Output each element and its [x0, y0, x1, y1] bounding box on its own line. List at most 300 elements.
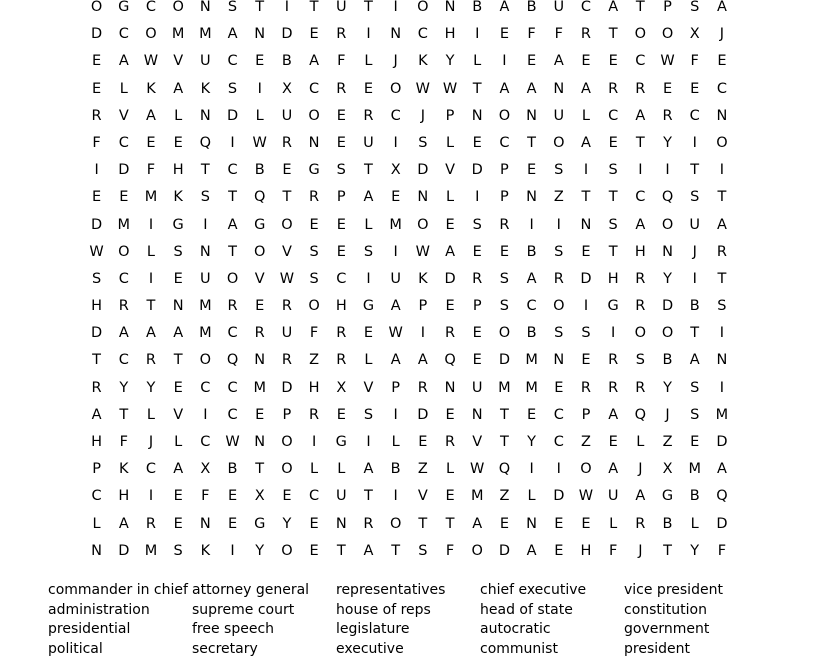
grid-letter: V — [417, 488, 428, 505]
grid-letter: O — [553, 134, 565, 151]
grid-letter: B — [472, 0, 483, 15]
grid-letter: E — [92, 80, 102, 97]
grid-letter: N — [526, 189, 538, 206]
grid-letter: P — [418, 298, 428, 315]
grid-letter: D — [716, 434, 728, 450]
grid-letter: E — [445, 406, 455, 423]
grid-letter: E — [608, 53, 618, 70]
grid-letter: V — [281, 243, 292, 260]
grid-letter: E — [554, 379, 564, 396]
grid-letter: C — [553, 434, 564, 450]
grid-letter: A — [227, 216, 238, 233]
grid-letter: R — [608, 379, 619, 396]
grid-row — [83, 157, 736, 184]
word-list-item: vice president — [624, 582, 723, 598]
grid-letter: V — [173, 53, 184, 70]
grid-letter: E — [227, 488, 238, 505]
grid-letter: G — [118, 0, 130, 15]
grid-letter: M — [389, 216, 402, 233]
grid-letter: F — [337, 53, 346, 70]
grid-letter: I — [393, 134, 398, 151]
grid-letter: V — [472, 434, 483, 450]
grid-letter: E — [391, 189, 401, 206]
grid-letter: O — [417, 216, 429, 233]
grid-letter: I — [366, 434, 371, 450]
grid-letter: C — [118, 26, 129, 43]
grid-letter: T — [635, 134, 645, 151]
grid-row — [83, 76, 736, 103]
grid-letter: I — [583, 298, 589, 315]
grid-letter: T — [282, 189, 292, 206]
grid-letter: S — [418, 134, 428, 151]
grid-letter: A — [499, 80, 510, 97]
grid-letter: O — [661, 216, 674, 233]
grid-letter: S — [690, 0, 700, 15]
grid-letter: F — [717, 542, 727, 559]
word-list-column — [480, 581, 624, 660]
grid-letter: X — [662, 461, 673, 478]
grid-letter: G — [172, 216, 184, 233]
grid-letter: I — [556, 216, 561, 233]
grid-letter: R — [580, 379, 591, 396]
grid-row — [83, 266, 736, 293]
grid-letter: L — [473, 53, 482, 70]
grid-letter: Y — [663, 270, 672, 287]
grid-letter: R — [608, 352, 619, 369]
grid-letter: A — [363, 461, 374, 478]
grid-letter: T — [200, 162, 210, 179]
grid-letter: E — [527, 406, 537, 423]
grid-letter: D — [553, 488, 565, 505]
grid-letter: E — [581, 53, 591, 70]
grid-letter: U — [553, 0, 565, 15]
grid-letter: W — [89, 243, 104, 260]
grid-letter: G — [607, 298, 619, 315]
grid-letter: A — [689, 352, 700, 369]
grid-letter: O — [417, 0, 429, 15]
grid-letter: P — [500, 189, 509, 206]
grid-letter: R — [336, 352, 347, 369]
grid-letter: D — [498, 352, 510, 369]
grid-letter: I — [529, 216, 534, 233]
grid-letter: U — [200, 270, 211, 287]
grid-letter: B — [227, 461, 238, 478]
grid-letter: H — [308, 379, 320, 396]
word-list-column — [624, 581, 768, 660]
grid-letter: C — [118, 134, 129, 151]
grid-letter: P — [500, 162, 509, 179]
grid-letter: U — [281, 107, 293, 124]
grid-row — [83, 402, 736, 429]
grid-letter: C — [635, 189, 646, 206]
word-list-item: president — [624, 641, 690, 658]
grid-letter: W — [225, 434, 240, 450]
word-list-item: secretary — [192, 641, 258, 658]
word-list-item: administration — [48, 601, 150, 618]
grid-letter: E — [282, 162, 292, 179]
grid-letter: E — [662, 80, 673, 97]
grid-letter: C — [499, 134, 510, 151]
grid-letter: N — [199, 243, 211, 260]
grid-letter: C — [526, 298, 537, 315]
grid-letter: R — [145, 352, 156, 369]
grid-letter: L — [527, 488, 536, 505]
grid-letter: R — [118, 298, 129, 315]
grid-row — [83, 429, 736, 456]
grid-letter: K — [418, 270, 428, 287]
grid-letter: D — [226, 107, 239, 124]
grid-letter: O — [90, 0, 103, 15]
grid-row — [83, 0, 736, 21]
grid-letter: E — [92, 189, 102, 206]
grid-letter: S — [173, 542, 183, 559]
grid-letter: F — [119, 434, 128, 450]
grid-letter: Y — [690, 542, 700, 559]
grid-letter: R — [635, 270, 646, 287]
grid-letter: G — [362, 298, 375, 315]
grid-letter: N — [308, 134, 320, 151]
grid-letter: I — [393, 488, 398, 505]
grid-letter: A — [173, 461, 184, 478]
grid-letter: X — [200, 461, 211, 478]
grid-letter: S — [200, 189, 210, 206]
grid-letter: N — [526, 515, 538, 532]
grid-letter: M — [144, 189, 158, 206]
grid-letter: O — [145, 26, 157, 43]
grid-letter: G — [308, 162, 320, 179]
grid-letter: R — [635, 379, 646, 396]
grid-letter: M — [525, 352, 538, 369]
grid-letter: A — [608, 0, 619, 15]
grid-letter: M — [199, 298, 212, 315]
grid-letter: K — [146, 80, 156, 97]
grid-letter: S — [309, 270, 319, 287]
grid-letter: R — [662, 107, 673, 124]
grid-letter: C — [635, 53, 646, 70]
grid-row — [83, 456, 736, 483]
grid-letter: C — [309, 80, 320, 97]
grid-letter: T — [608, 189, 618, 206]
grid-letter: S — [554, 243, 564, 260]
grid-letter: E — [282, 488, 292, 505]
grid-letter: B — [662, 515, 673, 532]
grid-letter: I — [556, 461, 561, 478]
grid-letter: E — [255, 298, 265, 315]
word-list — [48, 581, 768, 660]
grid-letter: H — [91, 298, 103, 315]
grid-row — [83, 21, 736, 48]
grid-letter: A — [581, 80, 591, 97]
grid-letter: O — [172, 0, 184, 15]
grid-letter: I — [638, 162, 643, 179]
grid-letter: D — [91, 325, 103, 342]
grid-letter: A — [499, 0, 510, 15]
grid-letter: L — [255, 107, 264, 124]
grid-letter: T — [364, 162, 373, 179]
grid-letter: A — [118, 515, 129, 532]
word-list-item: executive — [336, 641, 404, 658]
grid-row — [83, 320, 736, 347]
grid-letter: E — [554, 542, 564, 559]
grid-letter: E — [527, 53, 537, 70]
grid-letter: R — [635, 80, 646, 97]
grid-letter: E — [581, 352, 591, 369]
grid-letter: R — [91, 107, 102, 124]
grid-letter: N — [526, 107, 538, 124]
grid-letter: T — [690, 325, 700, 342]
grid-letter: E — [472, 134, 482, 151]
grid-letter: M — [171, 26, 185, 43]
grid-letter: A — [553, 53, 564, 70]
grid-letter: B — [526, 0, 537, 15]
grid-letter: E — [472, 352, 482, 369]
grid-letter: V — [173, 406, 184, 423]
grid-letter: H — [607, 270, 619, 287]
grid-letter: O — [580, 461, 592, 478]
word-list-item: supreme court — [192, 601, 295, 618]
grid-letter: D — [118, 542, 130, 559]
grid-letter: S — [227, 80, 238, 97]
grid-letter: I — [393, 243, 398, 260]
grid-row — [83, 130, 736, 157]
grid-letter: D — [281, 26, 293, 43]
grid-letter: A — [526, 542, 537, 559]
grid-letter: E — [336, 107, 346, 124]
grid-letter: I — [502, 53, 507, 70]
grid-letter: R — [444, 434, 456, 450]
grid-letter: L — [364, 352, 373, 369]
grid-letter: N — [199, 515, 211, 532]
grid-letter: V — [118, 107, 129, 124]
grid-letter: E — [227, 515, 238, 532]
grid-letter: A — [635, 107, 646, 124]
grid-letter: M — [688, 461, 701, 478]
grid-letter: C — [227, 406, 238, 423]
grid-letter: N — [254, 26, 266, 43]
grid-letter: O — [716, 134, 728, 151]
grid-letter: D — [417, 406, 429, 423]
grid-letter: E — [608, 134, 618, 151]
grid-letter: E — [608, 434, 618, 450]
grid-letter: S — [363, 243, 374, 260]
grid-letter: O — [281, 542, 293, 559]
grid-letter: I — [203, 216, 208, 233]
grid-letter: D — [471, 162, 483, 179]
grid-letter: N — [716, 352, 728, 369]
grid-letter: O — [281, 216, 293, 233]
grid-letter: T — [364, 488, 373, 505]
grid-letter: W — [470, 461, 485, 478]
grid-letter: Z — [417, 461, 428, 478]
grid-letter: U — [390, 270, 401, 287]
grid-letter: I — [257, 80, 262, 97]
grid-letter: U — [281, 325, 293, 342]
grid-letter: P — [472, 298, 482, 315]
grid-letter: Q — [254, 189, 266, 206]
word-list-item: house of reps — [336, 601, 431, 618]
grid-letter: J — [719, 26, 725, 43]
grid-letter: B — [281, 53, 292, 70]
grid-letter: U — [471, 379, 483, 396]
grid-row — [83, 375, 736, 402]
grid-letter: J — [692, 243, 697, 260]
grid-letter: Y — [663, 379, 672, 396]
grid-letter: O — [281, 461, 293, 478]
grid-letter: B — [689, 488, 700, 505]
grid-letter: M — [199, 26, 212, 43]
grid-letter: E — [445, 298, 455, 315]
grid-letter: R — [281, 298, 292, 315]
grid-letter: L — [364, 53, 373, 70]
grid-letter: Q — [498, 461, 511, 478]
grid-letter: C — [227, 379, 238, 396]
grid-letter: I — [583, 162, 589, 179]
grid-letter: O — [199, 352, 212, 369]
grid-letter: M — [144, 542, 158, 559]
grid-letter: O — [281, 434, 293, 450]
grid-letter: D — [91, 216, 103, 233]
grid-letter: M — [117, 216, 131, 233]
grid-letter: M — [470, 488, 484, 505]
grid-letter: E — [363, 325, 374, 342]
grid-letter: H — [580, 542, 592, 559]
grid-letter: T — [228, 243, 237, 260]
grid-letter: B — [526, 325, 537, 342]
grid-letter: S — [227, 0, 238, 15]
grid-letter: O — [553, 298, 565, 315]
grid-letter: O — [389, 80, 402, 97]
grid-letter: H — [172, 162, 184, 179]
grid-letter: E — [309, 216, 319, 233]
grid-letter: K — [119, 461, 129, 478]
grid-letter: I — [148, 216, 154, 233]
grid-letter: J — [393, 53, 398, 70]
grid-row — [83, 239, 736, 266]
grid-letter: M — [253, 379, 266, 396]
grid-letter: H — [118, 488, 130, 505]
grid-letter: R — [417, 379, 428, 396]
grid-letter: B — [689, 298, 700, 315]
grid-letter: W — [143, 53, 159, 70]
grid-letter: T — [173, 352, 183, 369]
grid-letter: E — [581, 515, 591, 532]
grid-letter: W — [279, 270, 295, 287]
grid-letter: S — [608, 216, 618, 233]
grid-letter: I — [692, 134, 697, 151]
grid-letter: Z — [309, 352, 320, 369]
grid-letter: C — [227, 325, 238, 342]
grid-letter: E — [472, 243, 482, 260]
grid-letter: L — [636, 434, 645, 450]
grid-letter: T — [255, 461, 265, 478]
grid-letter: A — [716, 461, 727, 478]
grid-letter: J — [420, 107, 425, 124]
grid-letter: T — [445, 515, 455, 532]
grid-letter: N — [716, 107, 728, 124]
grid-letter: A — [146, 107, 156, 124]
grid-letter: I — [719, 325, 725, 342]
grid-letter: N — [199, 107, 211, 124]
grid-letter: R — [472, 270, 483, 287]
grid-row — [83, 511, 736, 538]
grid-letter: K — [200, 80, 211, 97]
grid-letter: A — [526, 270, 537, 287]
grid-letter: O — [661, 26, 674, 43]
grid-letter: T — [119, 406, 129, 423]
grid-letter: W — [388, 325, 403, 342]
grid-letter: A — [716, 0, 727, 15]
grid-letter: S — [717, 298, 727, 315]
grid-letter: H — [634, 243, 646, 260]
grid-letter: M — [498, 379, 511, 396]
grid-letter: A — [363, 189, 374, 206]
grid-letter: I — [529, 461, 534, 478]
grid-letter: E — [717, 53, 727, 70]
grid-letter: L — [581, 107, 591, 124]
grid-letter: D — [444, 270, 456, 287]
grid-letter: Z — [581, 434, 591, 450]
grid-letter: C — [118, 270, 129, 287]
grid-letter: O — [254, 243, 266, 260]
grid-letter: S — [690, 406, 700, 423]
grid-row — [83, 48, 736, 75]
grid-letter: C — [91, 488, 102, 505]
grid-letter: H — [335, 298, 347, 315]
grid-letter: A — [417, 352, 428, 369]
grid-letter: F — [445, 542, 455, 559]
grid-letter: Y — [119, 379, 129, 396]
grid-letter: F — [201, 488, 210, 505]
grid-letter: L — [690, 515, 699, 532]
grid-row — [83, 212, 736, 239]
grid-letter: T — [336, 542, 346, 559]
grid-letter: L — [445, 134, 455, 151]
grid-letter: C — [608, 107, 619, 124]
grid-letter: A — [608, 406, 619, 423]
grid-letter: O — [118, 243, 130, 260]
grid-letter: A — [363, 542, 374, 559]
grid-letter: W — [578, 488, 594, 505]
grid-letter: O — [498, 325, 511, 342]
grid-letter: Q — [444, 352, 456, 369]
grid-letter: T — [527, 134, 537, 151]
grid-letter: I — [719, 379, 725, 396]
grid-letter: I — [230, 134, 235, 151]
word-list-item: communist — [480, 641, 558, 658]
grid-letter: R — [227, 298, 238, 315]
grid-letter: E — [173, 488, 183, 505]
grid-letter: B — [662, 352, 673, 369]
grid-letter: Q — [226, 352, 239, 369]
grid-row — [83, 103, 736, 130]
grid-letter: L — [146, 243, 156, 260]
grid-letter: H — [91, 434, 103, 450]
grid-letter: D — [91, 26, 103, 43]
grid-letter: S — [472, 216, 482, 233]
grid-letter: N — [199, 0, 211, 15]
grid-letter: F — [92, 134, 101, 151]
grid-letter: T — [228, 189, 237, 206]
grid-letter: B — [526, 243, 537, 260]
grid-letter: Y — [146, 379, 156, 396]
grid-letter: I — [393, 406, 398, 423]
grid-letter: N — [91, 542, 103, 559]
grid-row — [83, 293, 736, 320]
grid-letter: N — [335, 515, 347, 532]
grid-letter: U — [553, 107, 565, 124]
grid-letter: N — [172, 298, 184, 315]
grid-letter: E — [581, 243, 591, 260]
